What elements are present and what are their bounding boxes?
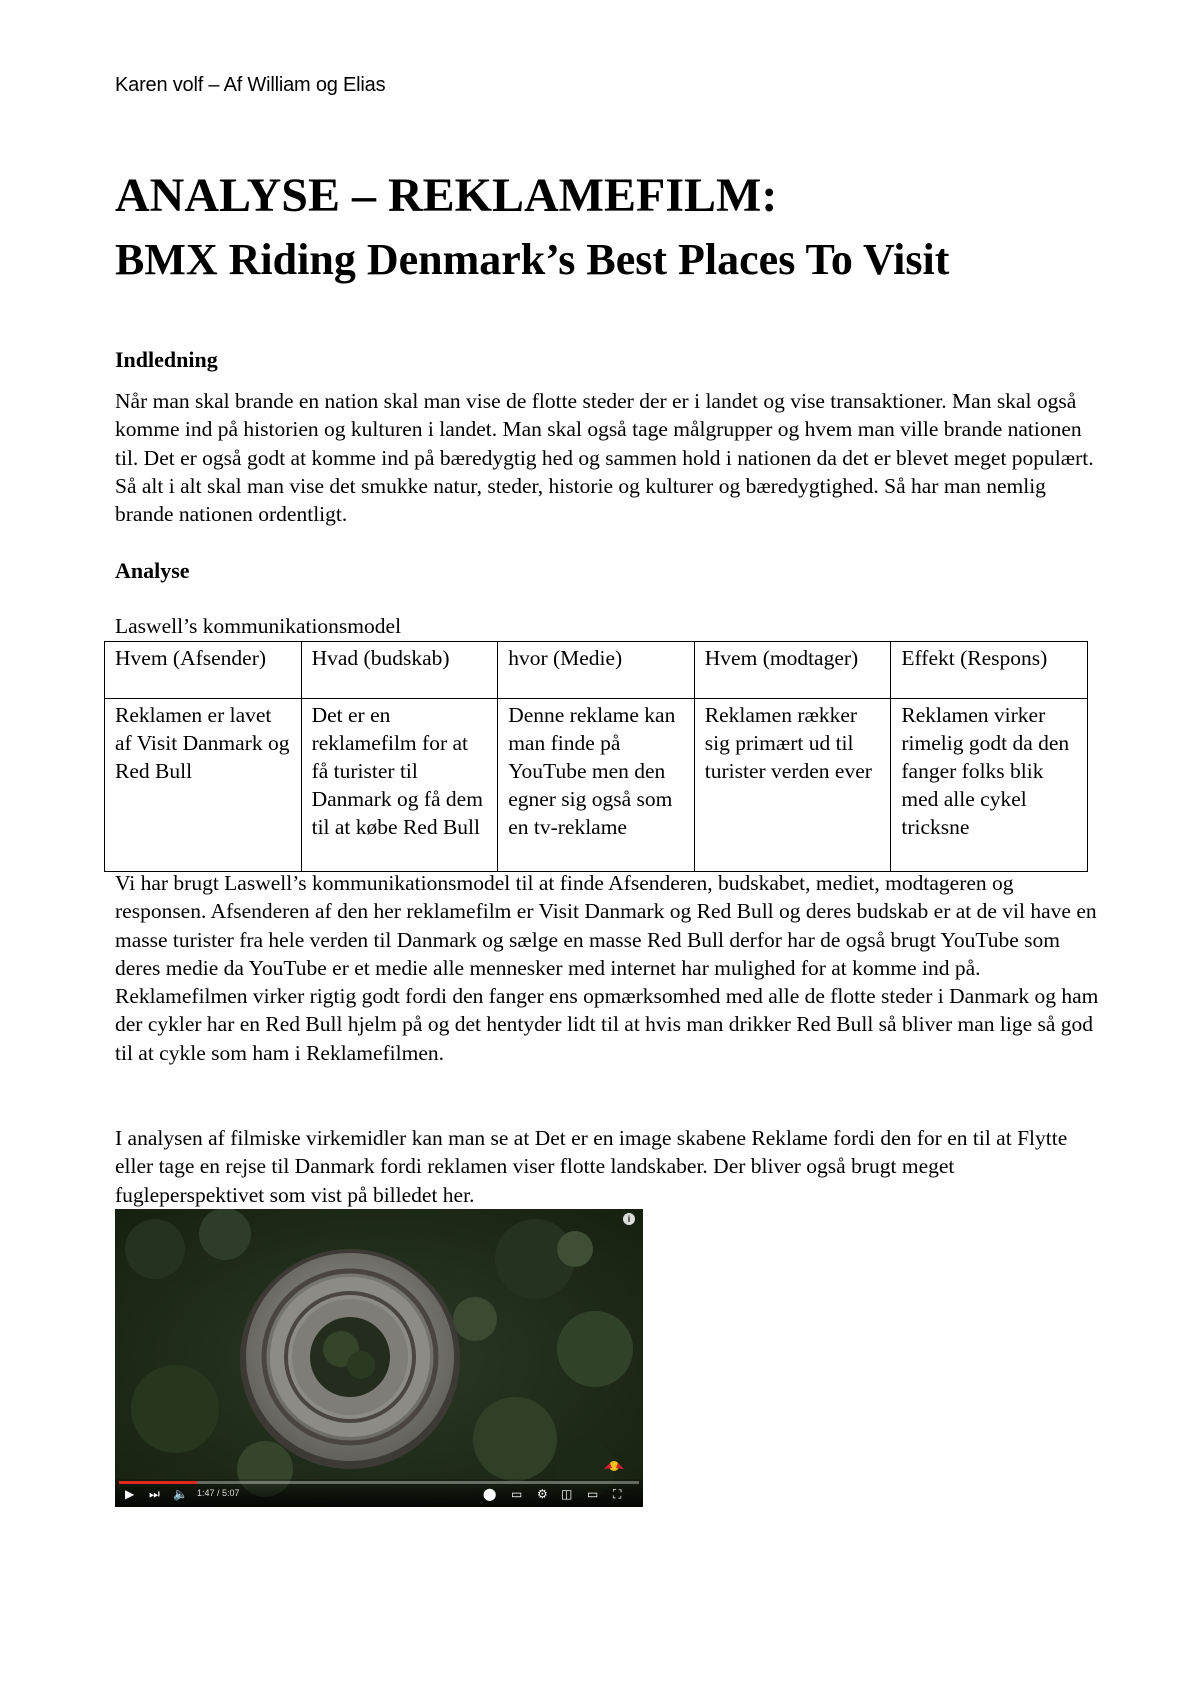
header-receiver: Hvem (modtager)	[694, 642, 891, 699]
header-message: Hvad (budskab)	[301, 642, 498, 699]
time-display: 1:47 / 5:07	[197, 1488, 240, 1498]
intro-paragraph: Når man skal brande en nation skal man vise de flotte steder der er i landet og vise transaktioner. Man skal også komme ind på historien og kulturen i landet. Man skal også tage målgrupper og hvem man ville brande nationen til. Det er også godt at komme ind på bæredygtig hed og sammen hold i nationen da det er blevet meget populært. Så alt i alt skal man vise det smukke natur, steder, historie og kulturer og bæredygtighed. Så har man nemlig brande nationen ordentligt.	[115, 389, 1094, 527]
video-screenshot	[115, 1209, 643, 1507]
communication-model-table	[104, 641, 1088, 872]
theater-icon[interactable]: ▭	[587, 1487, 599, 1501]
analysis-paragraph-1: Vi har brugt Laswell’s kommunikationsmodel til at finde Afsenderen, budskabet, mediet, modtageren og responsen. Afsenderen af den her reklamefilm er Visit Danmark og Red Bull og deres budskab er at de vil have en masse turister fra hele verden til Danmark og sælge en masse Red Bull derfor har de også brugt YouTube som deres medie da YouTube er et medie alle mennesker med internet har mulighed for at komme ind på. Reklamefilmen virker rigtig godt fordi den fanger ens opmærksomhed med alle de flotte steder i Danmark og ham der cykler har en Red Bull hjelm på og det hentyder lidt til at hvis man drikker Red Bull så bliver man lige så god til at cykle som ham i Reklamefilmen.	[115, 871, 1099, 1065]
volume-icon[interactable]: 🔈	[173, 1487, 188, 1501]
table-caption: Laswell’s kommunikationsmodel	[115, 614, 402, 638]
progress-bar[interactable]	[119, 1481, 639, 1484]
header-medium: hvor (Medie)	[498, 642, 695, 699]
subtitles-icon[interactable]: ▭	[511, 1487, 523, 1501]
document-subtitle: BMX Riding Denmark’s Best Places To Visit	[115, 235, 950, 284]
play-icon[interactable]: ▶	[125, 1487, 135, 1501]
table-header-row	[105, 642, 1088, 699]
document-title: ANALYSE – REKLAMEFILM:	[115, 169, 778, 222]
fullscreen-icon[interactable]: ⛶	[613, 1487, 622, 1501]
intro-heading: Indledning	[115, 347, 218, 372]
info-icon[interactable]: i	[623, 1213, 635, 1225]
aerial-tower-image	[115, 1209, 643, 1507]
autoplay-toggle-icon[interactable]: ⬤	[483, 1487, 497, 1501]
analysis-heading: Analyse	[115, 558, 190, 583]
header-effect: Effekt (Respons)	[891, 642, 1088, 699]
analysis-paragraph-2: I analysen af filmiske virkemidler kan man se at Det er en image skabene Reklame fordi den for en til at Flytte eller tage en rejse til Danmark fordi reklamen viser flotte landskaber. Der bliver også brugt meget fugleperspektivet som vist på billedet her.	[115, 1126, 1068, 1207]
miniplayer-icon[interactable]: ◫	[561, 1487, 573, 1501]
cell-message: Det er en reklamefilm for at få turister til Danmark og få dem til at købe Red Bull	[301, 699, 498, 872]
cell-receiver: Reklamen rækker sig primært ud til turister verden ever	[694, 699, 891, 872]
progress-fill	[119, 1481, 197, 1484]
cell-sender: Reklamen er lavet af Visit Danmark og Red Bull	[105, 699, 302, 872]
video-controls	[115, 1479, 643, 1507]
settings-icon[interactable]: ⚙	[537, 1487, 548, 1501]
header-sender: Hvem (Afsender)	[105, 642, 302, 699]
cell-medium: Denne reklame kan man finde på YouTube men den egner sig også som en tv-reklame	[498, 699, 695, 872]
next-icon[interactable]: ⏭	[149, 1487, 160, 1501]
red-bull-logo	[603, 1459, 625, 1473]
table-row	[105, 699, 1088, 872]
cell-effect: Reklamen virker rimelig godt da den fanger folks blik med alle cykel tricksne	[891, 699, 1088, 872]
author-header: Karen volf – Af William og Elias	[115, 74, 386, 96]
